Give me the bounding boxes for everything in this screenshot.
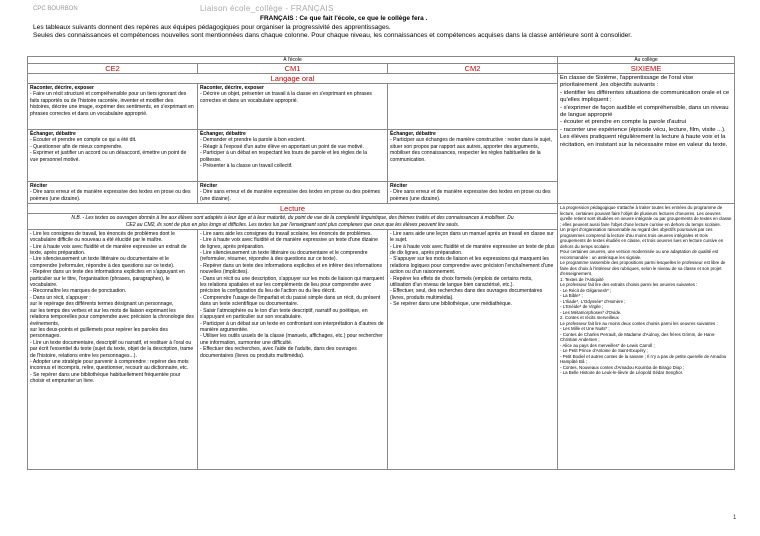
progression-table — [27, 56, 735, 470]
section-langage-oral — [28, 74, 558, 84]
oral-cm1-raconter — [198, 84, 388, 130]
cell-text: - Dire sans erreur et de manière expressive des textes en prose ou des poèmes (une dizaine). — [200, 189, 381, 202]
lecture-cm1-cell: - Lire sans aide les consignes du travail scolaire, les énoncés de problèmes. - Lire à haute voix avec fluidité et de manière expressive un texte d'une dizaine de lignes, après préparation. - Lire silencieusement un texte littéraire ou documentaire et le comprendre (reformuler, résumer, répondre à des questions sur ce texte). - Repérer dans un texte des informations explicites et en inférer des informations nouvelles (implicites). - Dans un récit ou une description, s'appuyer sur les mots de liaison qui marquent les relations spatiales et sur les compléments de lieu pour comprendre avec précision la configuration du lieu de l'action ou du lieu décrit. - Comprendre l'usage de l'imparfait et du passé simple dans un récit, du présent dans un texte scientifique ou documentaire. - Saisir l'atmosphère ou le ton d'un texte descriptif, narratif ou poétique, en s'appuyant en particulier sur son vocabulaire. - Participer à un débat sur un texte en confrontant son interprétation à d'autres de manière argumentée. - Utiliser les outils usuels de la classe (manuels, affichages, etc.) pour rechercher une information, surmonter une difficulté. - Effectuer des recherches, avec l'aide de l'adulte, dans des ouvrages documentaires (livres ou produits multimédia). — [198, 229, 388, 469]
lecture-cm2-cell: - Lire sans aide une leçon dans un manuel après un travail en classe sur le sujet. - Lire à haute voix avec fluidité et de manière expressive un texte de plus de dix lignes, après préparation. - S'appuyer sur les mots de liaison et les expressions qui marquent les relations logiques pour comprendre avec précision l'enchaînement d'une action ou d'un raisonnement. - Repérer les effets de choix formels (emplois de certains mots, utilisation d'un niveau de langue bien caractérisé, etc.). - Effectuer, seul, des recherches dans des ouvrages documentaires (livres, produits multimédia). - Se repérer dans une bibliothèque, une médiathèque. — [388, 229, 558, 469]
cell-text: - Faire un récit structuré et compréhensible pour un tiers ignorant des faits rapportés ou de l'histoire racontée, inventer et modifier des histoires, décrire une image, exprimer des sentiments, en s'exprimant en phrases correctes et dans un vocabulaire approprié. — [30, 91, 194, 117]
lecture-note-line-1: N.B. - Les textes ou ouvrages donnés à lire aux élèves sont adaptés à leur âge et à leur maturité, du point de vue de la complexité linguistique, des thèmes traités et des connaissances à mobiliser. Du — [71, 215, 514, 222]
subject-title: FRANÇAIS : Ce que fait l'école, ce que le collège fera . — [260, 15, 428, 22]
page-number: 1 — [733, 515, 737, 521]
oral-cm1-echanger — [198, 130, 388, 182]
cell-text: - Décrire un objet, présenter un travail à la classe en s'exprimant en phrases correctes et dans un vocabulaire approprié. — [200, 91, 372, 104]
subheading: Réciter — [390, 183, 408, 189]
subheading: Échanger, débattre — [390, 131, 436, 137]
level-cm2: CM2 — [388, 64, 558, 74]
subheading: Raconter, décrire, exposer — [30, 85, 94, 91]
oral-ce2-raconter — [28, 84, 198, 130]
header-author: CPC BOURBON — [33, 6, 78, 12]
section-lecture-label: Lecture — [279, 204, 306, 214]
college-header: Au collège — [558, 57, 735, 64]
lecture-sixieme-cell: La progression pédagogique s'attache à traiter toutes les entrées du programme de lecture, certaines pouvant faire l'objet de plusieurs lectures d'oeuvres. Les oeuvres qu'elle retient sont étudiées en oeuvre intégrale ou par groupements de textes en classe ; elles peuvent aussi faire l'objet d'une lecture cursive en dehors du temps scolaire. Un projet d'organisation raisonnable au regard des objectifs poursuivis par ces programmes comprend la lecture d'au moins trois oeuvres intégrales et trois groupements de textes étudiés en classe, et trois oeuvres lues en lecture cursive en dehors du temps scolaire. Pour certaines oeuvres, une version modernisée ou une adaptation de qualité est recommandée : un astérisque les signale. Le programme rassemble des propositions parmi lesquelles le professeur est libre de faire des choix à l'intérieur des rubriques, selon le niveau de sa classe et son projet d'enseignement. 1. Textes de l'Antiquité Le professeur fait lire des extraits choisis parmi les oeuvres suivantes : - Le Récit de Gilgamesh* ; - La Bible* ; - L'Iliade*, L'Odyssée* d'Homère ; - L'Enéide* de Virgile ; - Les Métamorphoses* d'Ovide. 2. Contes et récits merveilleux Le professeur fait lire au moins deux contes choisis parmi les oeuvres suivantes : - Les Mille et Une Nuits* ; - Contes de Charles Perrault, de Madame d'Aulnoy, des frères Grimm, de Hans-Christian Andersen ; - Alice au pays des merveilles* de Lewis Carroll ; - Le Petit Prince d'Antoine de Saint-Exupéry ; - Petit Bodiel et autres contes de la savane ; Il n'y a pas de petite querelle de Amadou Hampâté Bâ ; - Contes, Nouveaux contes d'Amadou Koumba de Birago Diop ; - La Belle Histoire de Leuk-le-lièvre de Léopold Sédar Senghor. — [558, 204, 735, 470]
lecture-ce2-cell: - Lire les consignes de travail, les énoncés de problèmes dont le vocabulaire difficile ou nouveau a été élucidé par le maître. - Lire à haute voix avec fluidité et de manière expressive un extrait de texte, après préparation. - Lire silencieusement un texte littéraire ou documentaire et le comprendre (reformuler, répondre à des questions sur ce texte). - Repérer dans un texte des informations explicites en s'appuyant en particulier sur le titre, l'organisation (phrases, paragraphes), le vocabulaire. - Reconnaître les marques de ponctuation. - Dans un récit, s'appuyer : sur le repérage des différents termes désignant un personnage, sur les temps des verbes et sur les mots de liaison exprimant les relations temporelles pour comprendre avec précision la chronologie des événements, sur les deux-points et guillemets pour repérer les paroles des personnages. - Lire un texte documentaire, descriptif ou narratif, et restituer à l'oral ou par écrit l'essentiel du texte (sujet du texte, objet de la description, trame de l'histoire, relations entre les personnages...). - Adopter une stratégie pour parvenir à comprendre : repérer des mots inconnus et incompris, relire, questionner, recourir au dictionnaire, etc. - Se repérer dans une bibliothèque habituellement fréquentée pour choisir et emprunter un livre. — [28, 229, 198, 469]
cell-text: - Dire sans erreur et de manière expressive des textes en prose ou des poèmes (une dizaine). — [390, 189, 551, 202]
section-lecture — [28, 204, 558, 214]
level-sixieme: SIXIEME — [558, 64, 735, 74]
intro-line-2: Seules des connaissances et compétences nouvelles sont mentionnées dans chaque colonne. Pour chaque niveau, les connaissances et compétences acquises dans la classe antérieure sont à consolider. — [33, 32, 632, 39]
intro-line-1: Les tableaux suivants donnent des repères aux équipes pédagogiques pour organiser la progressivité des apprentissages. — [33, 24, 391, 31]
subheading: Échanger, débattre — [200, 131, 246, 137]
cell-text: - Dire sans erreur et de manière expressive des textes en prose ou des poèmes (une dizaine). — [30, 189, 191, 202]
lecture-note — [28, 214, 558, 230]
oral-cm2-empty — [388, 84, 558, 130]
subheading: Réciter — [200, 183, 218, 189]
oral-cm1-reciter — [198, 182, 388, 204]
subheading: Réciter — [30, 183, 48, 189]
cell-text: - Écouter et prendre en compte ce qui a été dit. - Questionner afin de mieux comprendre. - Exprimer et justifier un accord ou un désaccord, émettre un point de vue personnel motivé. — [30, 137, 187, 163]
oral-cm2-reciter — [388, 182, 558, 204]
lecture-note-line-2: CE2 au CM2, ils sont de plus en plus longs et difficiles. Les textes lus par l'enseignant sont plus complexes que ceux que les élèves peuvent lire seuls. — [125, 221, 460, 228]
oral-ce2-reciter — [28, 182, 198, 204]
cell-text: - Participer aux échanges de manière constructive : rester dans le sujet, situer son propos par rapport aux autres, apporter des arguments, mobiliser des connaissances, respecter les règles habituelles de la communication. — [390, 137, 552, 163]
ecole-header: A l'école — [28, 57, 558, 64]
oral-sixieme-cell: En classe de Sixième, l'apprentissage de l'oral vise prioritairement ,les objectifs suivants : - identifier les différentes situations de communication orale et ce qu'elles impliquent ; - s'exprimer de façon audible et compréhensible, dans un niveau de langue approprié - écouter et prendre en compte la parole d'autrui - raconter une expérience (épisode vécu, lecture, film, visite ...). Les élèves pratiquent régulièrement la lecture à haute voix et la récitation, en insistant sur la nécessaire mise en valeur du texte. — [558, 74, 735, 204]
document-title: Liaison école_collège - FRANÇAIS — [200, 4, 334, 13]
oral-cm2-echanger — [388, 130, 558, 182]
level-ce2: CE2 — [28, 64, 198, 74]
cell-text: - Demander et prendre la parole à bon escient. - Réagir à l'exposé d'un autre élève en apportant un point de vue motivé. - Participer à un débat en respectant les tours de parole et les règles de la politesse. - Présenter à la classe un travail collectif. — [200, 137, 368, 170]
subheading: Échanger, débattre — [30, 131, 76, 137]
oral-ce2-echanger — [28, 130, 198, 182]
section-langage-oral-label: Langage oral — [270, 74, 315, 83]
level-cm1: CM1 — [198, 64, 388, 74]
subheading: Raconter, décrire, exposer — [200, 85, 264, 91]
